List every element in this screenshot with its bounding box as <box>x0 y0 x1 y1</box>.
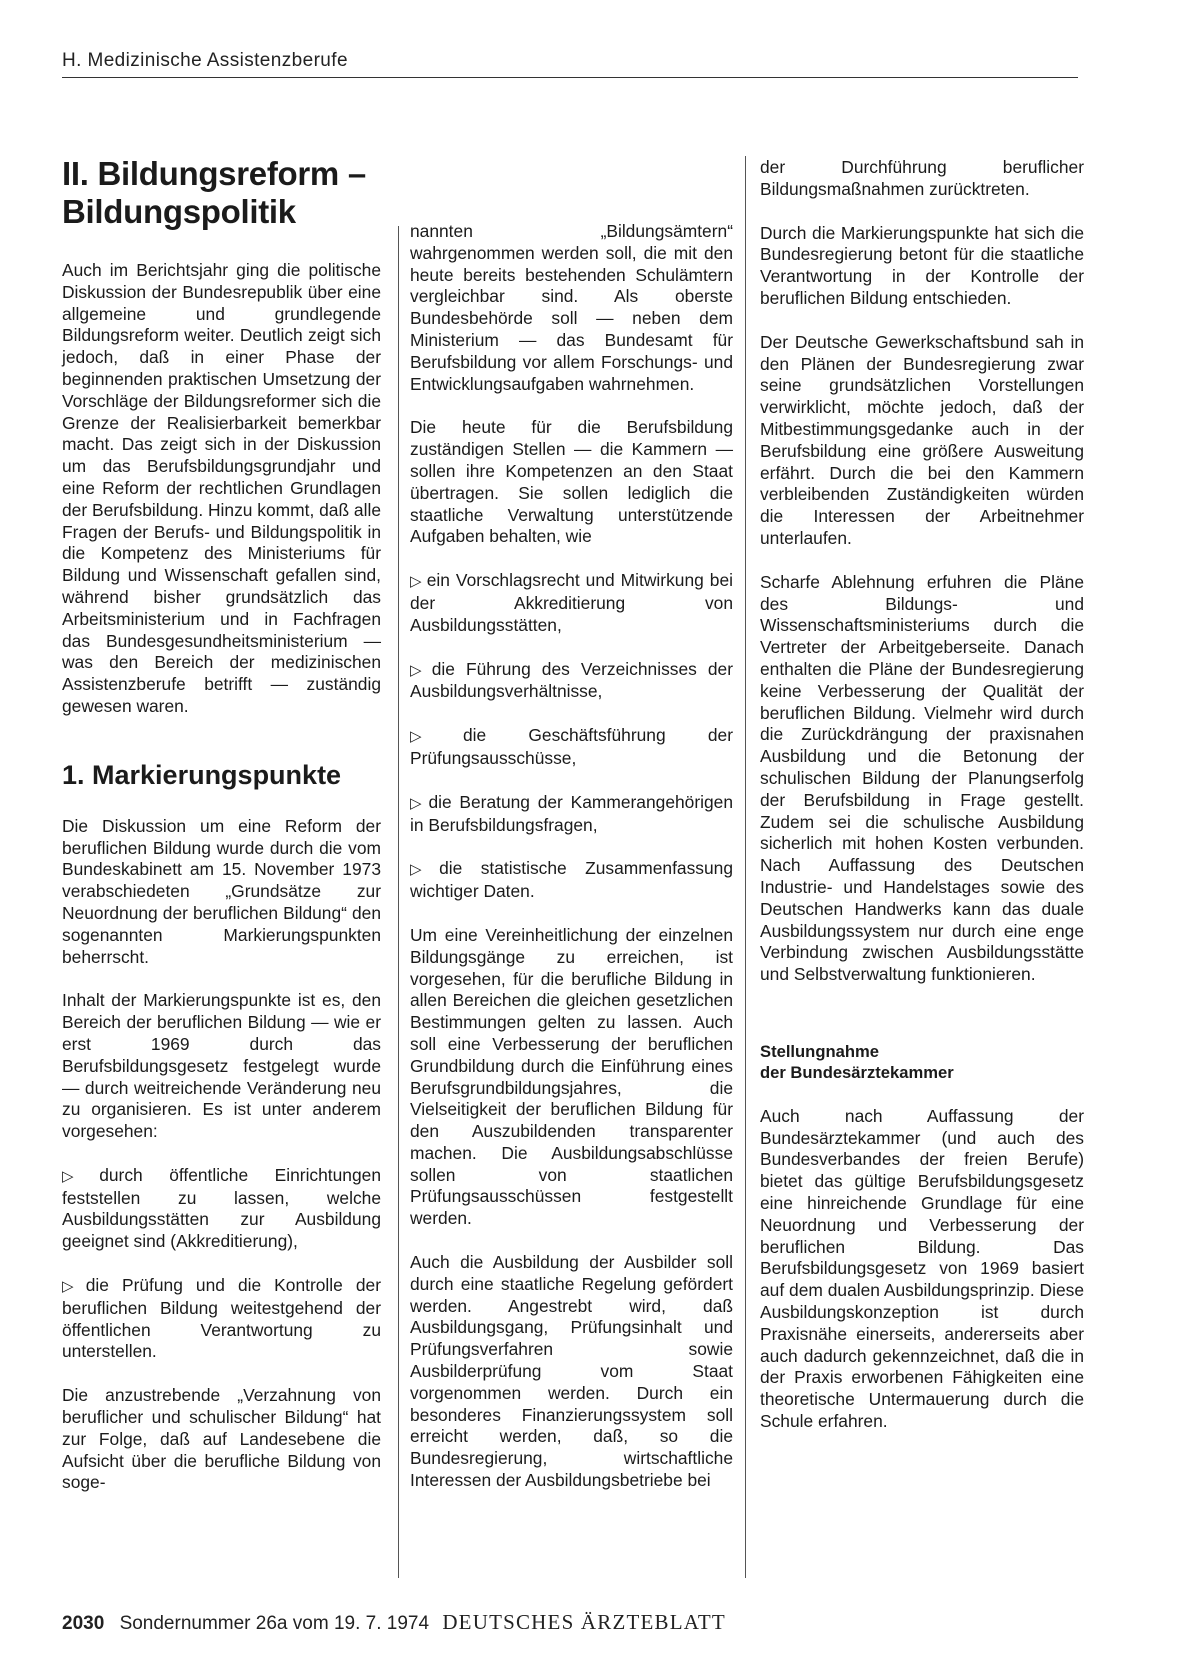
column-divider-1 <box>398 226 399 1578</box>
subsection-heading-line: Stellungnahme <box>760 1041 879 1061</box>
list-item <box>410 792 733 837</box>
paragraph: Um eine Vereinheitlichung der einzelnen Bildungsgänge zu erreichen, ist vorgesehen, für die berufliche Bildung in allen Bereichen die gleichen gesetzlichen Bestimmungen gelten zu lassen. Auch soll eine Verbesserung der beruflichen Grundbildung durch die Einführung eines Berufsgrundbildungsjahres, die Vielseitigkeit der beruflichen Bildung für den Auszubildenden transparenter machen. Die Ausbildungsabschlüsse sollen von staatlichen Prüfungsausschüssen festgestellt werden. <box>410 924 733 1229</box>
paragraph: Der Deutsche Gewerkschaftsbund sah in den Plänen der Bundesregierung zwar seine grundsätzlichen Vorstellungen verwirklicht, möchte jedoch, daß der Mitbestimmungsgedanke auch in der Berufsbildung eine größere Ausweitung erfährt. Durch die bei den Kammern verbleibenden Zuständigkeiten würden die Interessen der Arbeitnehmer unterlaufen. <box>760 331 1084 548</box>
list-item <box>62 1275 381 1363</box>
page-footer <box>62 1610 726 1635</box>
paragraph: Die Diskussion um eine Reform der beruflichen Bildung wurde durch die vom Bundeskabinett am 15. November 1973 verabschiedeten „Grundsätze zur Neuordnung der beruflichen Bildung“ den sogenannten Markierungspunkten beherrscht. <box>62 815 381 967</box>
paragraph: Auch die Ausbildung der Ausbilder soll durch eine staatliche Regelung gefördert werden. Angestrebt wird, daß Ausbildungsgang, Prüfungsinhalt und Prüfungsverfahren sowie Ausbilderprüfung vom Staat vorgenommen werden. Durch ein besonderes Finanzierungssystem soll erreicht werden, daß, so die Bundesregierung, wirtschaftliche Interessen der Ausbildungsbetriebe bei <box>410 1252 733 1491</box>
paragraph: Durch die Markierungspunkte hat sich die Bundesregierung betont für die staatliche Verantwortung in der Kontrolle der beruflichen Bildung entschieden. <box>760 222 1084 308</box>
paragraph: Inhalt der Markierungspunkte ist es, den Bereich der beruflichen Bildung — wie er erst 1969 durch das Berufsbildungsgesetz festgelegt wurde — durch weitreichende Veränderung neu zu organisieren. Es ist unter anderem vorgesehen: <box>62 990 381 1142</box>
subsection-heading <box>760 1041 1084 1083</box>
column-1 <box>62 155 381 1494</box>
list-item-text: die Beratung der Kammerangehörigen in Berufsbildungsfragen, <box>410 791 733 835</box>
issue-info: Sondernummer 26a vom 19. 7. 1974 <box>119 1613 430 1634</box>
list-item-text: die Geschäftsführung der Prüfungsausschüsse, <box>410 725 733 768</box>
column-divider-2 <box>745 156 746 1578</box>
paragraph: Scharfe Ablehnung erfuhren die Pläne des Bildungs- und Wissenschaftsministeriums durch die Vertreter der Arbeitgeberseite. Danach enthalten die Pläne der Bundesregierung keine Verbesserung der Qualität der beruflichen Bildung. Vielmehr wird durch die Zurückdrängung der praxisnahen Ausbildung und die Betonung der schulischen Bildung der Planungserfolg der Berufsbildung in Frage gestellt. Zudem sei die schulische Ausbildung sicherlich mit hohen Kosten verbunden. Nach Auffassung des Deutschen Industrie- und Handelstages sowie des Deutschen Handwerks kann das duale Ausbildungssystem nur durch eine enge Verbindung zwischen Ausbildungsstätte und Selbstverwaltung funktionieren. <box>760 571 1084 985</box>
paragraph: der Durchführung beruflicher Bildungsmaßnahmen zurücktreten. <box>760 157 1084 199</box>
header-rule <box>62 77 1078 78</box>
paragraph: Die anzustrebende „Verzahnung von beruflicher und schulischer Bildung“ hat zur Folge, daß auf Landesebene die Aufsicht über die berufliche Bildung von soge- <box>62 1385 381 1493</box>
paragraph: Auch nach Auffassung der Bundesärztekammer (und auch des Bundesverbandes der freien Berufe) bietet das gültige Berufsbildungsgesetz eine hinreichende Grundlage für eine Neuordnung und Verbesserung der beruflichen Bildung. Das Berufsbildungsgesetz von 1969 basiert auf dem dualen Ausbildungsprinzip. Diese Ausbildungskonzeption ist durch Praxisnähe einerseits, andererseits aber auch dadurch gekennzeichnet, daß die in der Praxis erworbenen Fähigkeiten eine theoretische Untermauerung durch die Schule erfahren. <box>760 1105 1084 1432</box>
paragraph: Die heute für die Berufsbildung zuständigen Stellen — die Kammern — sollen ihre Kompetenzen an den Staat übertragen. Sie sollen lediglich die staatliche Verwaltung unterstützende Aufgaben behalten, wie <box>410 417 733 547</box>
paragraph: Auch im Berichtsjahr ging die politische Diskussion der Bundesrepublik über eine allgemeine und grundlegende Bildungsreform weiter. Deutlich zeigt sich jedoch, daß in einer Phase der beginnenden praktischen Umsetzung der Vorschläge der Bildungsreformer sich die Grenze der Realisierbarkeit bemerkbar macht. Das zeigt sich in der Diskussion um das Berufsbildungsgrundjahr und eine Reform der rechtlichen Grundlagen der Berufsbildung. Hinzu kommt, daß alle Fragen der Berufs- und Bildungspolitik in die Kompetenz des Ministeriums für Bildung und Wissenschaft gefallen sind, während bisher grundsätzlich das Arbeitsministerium und in Fachfragen das Bundesgesundheitsministerium — was den Bereich der medizinischen Assistenzberufe betrifft — zuständig gewesen waren. <box>62 260 381 716</box>
list-item <box>410 570 733 636</box>
triangle-bullet-icon: ▷ <box>410 861 436 879</box>
triangle-bullet-icon: ▷ <box>62 1167 96 1185</box>
triangle-bullet-icon: ▷ <box>62 1278 82 1296</box>
list-item-text: die statistische Zusammenfassung wichtiger Daten. <box>410 858 733 902</box>
triangle-bullet-icon: ▷ <box>410 573 423 591</box>
triangle-bullet-icon: ▷ <box>410 794 425 812</box>
list-item <box>410 659 733 704</box>
list-item <box>62 1165 381 1253</box>
list-item-text: die Prüfung und die Kontrolle der beruflichen Bildung weitestgehend der öffentlichen Verantwortung zu unterstellen. <box>62 1275 381 1362</box>
list-item-text: ein Vorschlagsrecht und Mitwirkung bei der Akkreditierung von Ausbildungsstätten, <box>410 570 733 635</box>
list-item-text: die Führung des Verzeichnisses der Ausbildungsverhältnisse, <box>410 658 733 702</box>
subsection-heading-line: der Bundesärztekammer <box>760 1062 954 1082</box>
list-item <box>410 858 733 903</box>
list-item <box>410 725 733 770</box>
list-item-text: durch öffentliche Einrichtungen feststellen zu lassen, welche Ausbildungsstätten zur Ausbildung geeignet sind (Akkreditierung), <box>62 1164 381 1252</box>
subsection-heading: 1. Markierungspunkte <box>62 759 342 790</box>
running-head: H. Medizinische Assistenzberufe <box>62 50 348 71</box>
paragraph: nannten „Bildungsämtern“ wahrgenommen werden soll, die mit den heute bereits bestehenden Schulämtern vergleichbar sind. Als oberste Bundesbehörde soll — neben dem Ministerium — das Bundesamt für Berufsbildung vor allem Forschungs- und Entwicklungsaufgaben wahrnehmen. <box>410 221 733 394</box>
triangle-bullet-icon: ▷ <box>410 728 459 746</box>
section-heading: II. Bildungsreform – Bildungspolitik <box>62 155 366 230</box>
column-3 <box>760 157 1084 1433</box>
triangle-bullet-icon: ▷ <box>410 661 428 679</box>
page-number: 2030 <box>62 1613 105 1634</box>
column-2 <box>410 221 733 1492</box>
journal-name: DEUTSCHES ÄRZTEBLATT <box>442 1610 726 1634</box>
